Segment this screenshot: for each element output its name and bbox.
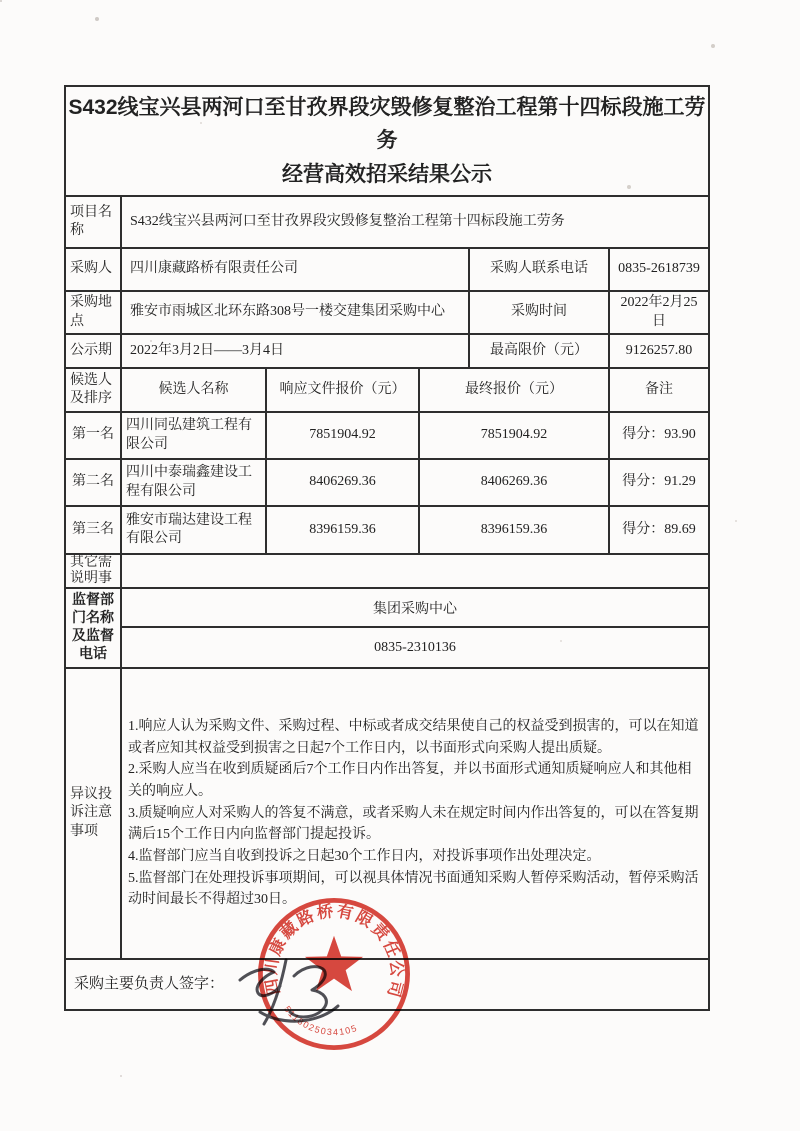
col-header-final: 最终报价（元） bbox=[420, 369, 610, 411]
candidate-row-3 bbox=[66, 507, 708, 555]
signature-label: 采购主要负责人签字： bbox=[74, 975, 225, 992]
other-notes-label: 其它需说明事 bbox=[66, 555, 122, 587]
supervision-phone: 0835-2310136 bbox=[374, 639, 456, 655]
max-price-label: 最高限价（元） bbox=[470, 335, 610, 367]
candidate-2-final: 8406269.36 bbox=[420, 460, 610, 505]
project-name-value: S432线宝兴县两河口至甘孜界段灾毁修复整治工程第十四标段施工劳务 bbox=[130, 213, 565, 229]
location-label: 采购地点 bbox=[66, 292, 122, 333]
candidate-3-remark: 得分：89.69 bbox=[622, 521, 696, 537]
candidate-2-remark: 得分：91.29 bbox=[622, 474, 696, 490]
document-title bbox=[66, 87, 708, 197]
location-row bbox=[66, 292, 708, 335]
publicity-label: 公示期 bbox=[66, 335, 122, 367]
purchaser-phone-value: 0835-2618739 bbox=[618, 261, 700, 277]
col-header-bid: 响应文件报价（元） bbox=[267, 369, 420, 411]
signature-row bbox=[66, 960, 708, 1009]
max-price-value: 9126257.80 bbox=[625, 342, 693, 358]
col-header-name: 候选人名称 bbox=[122, 369, 267, 411]
candidate-1-remark: 得分：93.90 bbox=[622, 427, 696, 443]
candidate-2-bid: 8406269.36 bbox=[267, 460, 420, 505]
candidate-3-bid: 8396159.36 bbox=[267, 507, 420, 553]
time-value: 2022年2月25日 bbox=[620, 295, 698, 329]
candidate-1-bid: 7851904.92 bbox=[267, 413, 420, 458]
other-notes-value bbox=[122, 555, 708, 587]
time-label: 采购时间 bbox=[470, 292, 610, 333]
candidate-2-name: 四川中泰瑞鑫建设工程有限公司 bbox=[122, 460, 267, 505]
objection-notice bbox=[122, 669, 708, 958]
supervision-values bbox=[122, 589, 708, 667]
publicity-row bbox=[66, 335, 708, 369]
candidate-1-final: 7851904.92 bbox=[420, 413, 610, 458]
rank-3: 第三名 bbox=[66, 507, 122, 553]
objection-item-4: 4.监督部门应当自收到投诉之日起30个工作日内，对投诉事项作出处理决定。 bbox=[128, 849, 601, 865]
candidates-section-label: 候选人及排序 bbox=[66, 369, 122, 411]
candidate-row-1 bbox=[66, 413, 708, 460]
purchaser-phone-label: 采购人联系电话 bbox=[470, 249, 610, 290]
col-header-remark: 备注 bbox=[645, 381, 673, 397]
project-name-row bbox=[66, 197, 708, 249]
objection-row bbox=[66, 669, 708, 960]
supervision-name: 集团采购中心 bbox=[122, 589, 708, 628]
scan-speckles bbox=[0, 0, 2, 2]
publicity-value: 2022年3月2日——3月4日 bbox=[122, 335, 470, 367]
purchaser-row bbox=[66, 249, 708, 292]
candidates-header-row bbox=[66, 369, 708, 413]
objection-item-5: 5.监督部门在处理投诉事项期间，可以视具体情况书面通知采购人暂停采购活动，暂停采购活动时间最长不得超过30日。 bbox=[128, 870, 699, 908]
title-line-1: S432线宝兴县两河口至甘孜界段灾毁修复整治工程第十四标段施工劳务 bbox=[68, 95, 706, 153]
seal-company-arc: 四川康藏路桥有限责任公司 bbox=[262, 902, 406, 1002]
title-line-2: 经营高效招采结果公示 bbox=[282, 162, 492, 186]
objection-item-1: 1.响应人认为采购文件、采购过程、中标或者成交结果使自己的权益受到损害的，可以在知道或者应知其权益受到损害之日起7个工作日内，以书面形式向采购人提出质疑。 bbox=[128, 718, 699, 756]
rank-2: 第二名 bbox=[66, 460, 122, 505]
objection-item-2: 2.采购人应当在收到质疑函后7个工作日内作出答复，并以书面形式通知质疑响应人和其他相关的响应人。 bbox=[128, 762, 692, 799]
candidate-row-2 bbox=[66, 460, 708, 507]
announcement-table bbox=[64, 85, 710, 1011]
objection-label: 异议投诉注意事项 bbox=[66, 669, 122, 958]
purchaser-value: 四川康藏路桥有限责任公司 bbox=[122, 249, 470, 290]
supervision-row bbox=[66, 589, 708, 669]
candidate-1-name: 四川同弘建筑工程有限公司 bbox=[122, 413, 267, 458]
purchaser-label: 采购人 bbox=[66, 249, 122, 290]
project-name-label: 项目名称 bbox=[66, 197, 122, 247]
rank-1: 第一名 bbox=[66, 413, 122, 458]
candidate-3-name: 雅安市瑞达建设工程有限公司 bbox=[122, 507, 267, 553]
seal-number-arc: 5118025034105 bbox=[282, 1004, 360, 1038]
candidate-3-final: 8396159.36 bbox=[420, 507, 610, 553]
objection-item-3: 3.质疑响应人对采购人的答复不满意，或者采购人未在规定时间内作出答复的，可以在答复期满后15个工作日内向监督部门提起投诉。 bbox=[128, 805, 699, 843]
other-notes-row bbox=[66, 555, 708, 589]
supervision-label: 监督部门名称及监督电话 bbox=[66, 589, 122, 667]
location-value: 雅安市雨城区北环东路308号一楼交建集团采购中心 bbox=[122, 292, 470, 333]
